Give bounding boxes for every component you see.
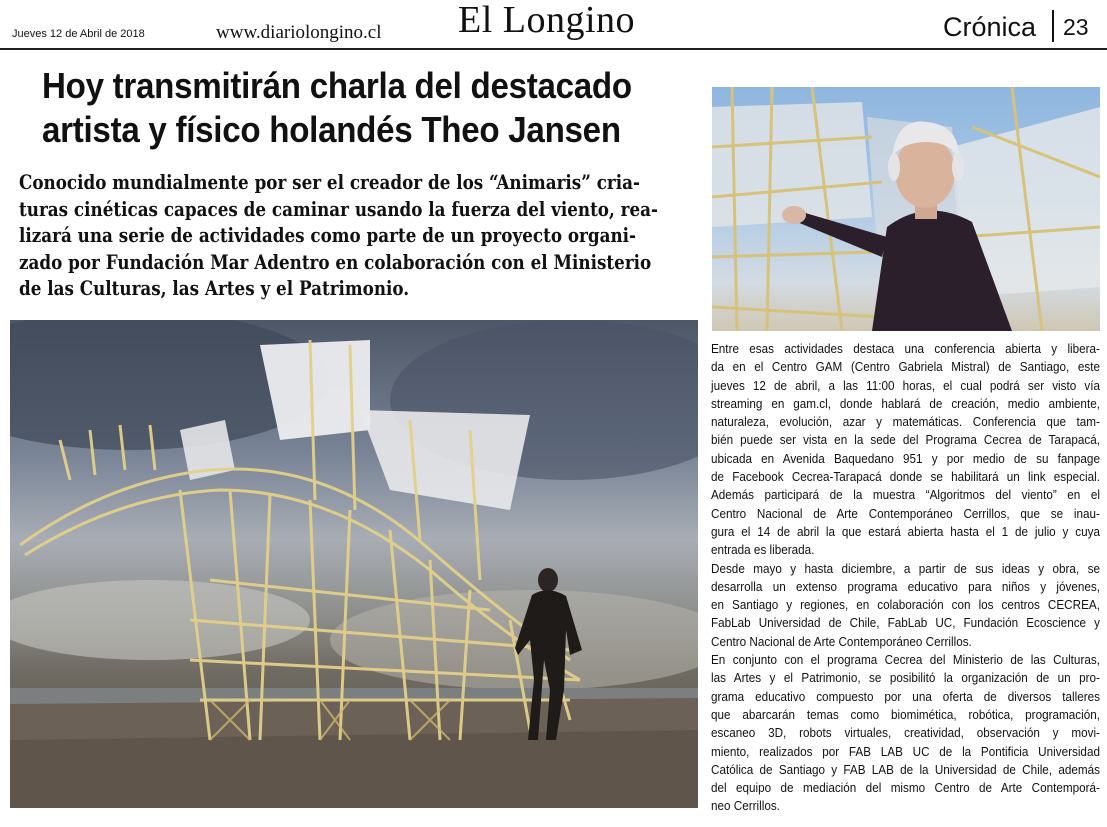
body-line: Además participará de la muestra “Algoritmos del viento” en el (711, 487, 1100, 503)
body-line: Entre esas actividades destaca una conferencia abierta y libera- (711, 341, 1100, 356)
body-line: Centro Nacional de Arte Contemporáneo Cerrillos. (711, 633, 972, 649)
page-number: 23 (1063, 14, 1089, 40)
body-line: del equipo de mediación del mismo Centro de Arte Contemporá- (711, 780, 1100, 796)
article-body (711, 340, 1100, 816)
newspaper-title: El Longino (458, 0, 636, 41)
lead-line: turas cinéticas capaces de caminar usando la fuerza del viento, rea- (19, 197, 659, 221)
article-headline (42, 64, 658, 152)
issue-date: Jueves 12 de Abril de 2018 (12, 28, 145, 40)
header-rule (0, 48, 1107, 50)
body-line: naturaleza, evolución, azar y matemáticas. Conferencia que tam- (711, 414, 1100, 430)
section-name: Crónica (943, 12, 1037, 42)
body-line: Desde mayo y hasta diciembre, a partir de sus ideas y obra, se (711, 560, 1100, 576)
body-line: miento, realizados por FAB LAB UC de la Pontificia Universidad (711, 743, 1100, 759)
website-link[interactable]: www.diariolongino.cl (216, 22, 382, 43)
headline-line: artista y físico holandés Theo Jansen (42, 109, 621, 150)
portrait-illustration (712, 87, 1100, 331)
lead-line: de las Culturas, las Artes y el Patrimonio. (19, 277, 410, 300)
lead-line: zado por Fundación Mar Adentro en colaboración con el Ministerio (19, 250, 652, 274)
body-line: ubicada en Avenida Baquedano 951 y por medio de su fanpage (711, 450, 1100, 466)
body-line: Centro Nacional de Arte Contemporáneo Cerrillos, que se inau- (711, 505, 1100, 521)
body-line: entrada es liberada. (711, 542, 815, 558)
lead-line: lizará una serie de actividades como parte de un proyecto organi- (19, 224, 636, 247)
body-line: FabLab Universidad de Chile, FabLab UC, Fundación Ecoscience y (711, 615, 1100, 631)
body-line: neo Cerrillos. (711, 798, 780, 814)
body-line: da en el Centro GAM (Centro Gabriela Mistral) de Santiago, este (711, 359, 1100, 375)
body-line: en Santiago y regiones, en colaboración con los centros CECREA, (711, 597, 1100, 613)
body-line: las Artes y el Patrimonio, se posibilitó la organización de un pro- (711, 670, 1100, 686)
page-header (0, 0, 1107, 50)
article-lead (19, 170, 659, 303)
headline-line: Hoy transmitirán charla del destacado (42, 65, 632, 106)
body-line: gura el 14 de abril la que estará abierta hasta el 1 de julio y cuya (711, 523, 1100, 539)
body-line: que abarcarán temas como biomimética, robótica, programación, (711, 706, 1100, 722)
theo-jansen-portrait-photo (712, 87, 1100, 331)
body-line: bién puede ser vista en la sede del Programa Cecrea de Tarapacá, (711, 432, 1100, 448)
lead-line: Conocido mundialmente por ser el creador de los “Animaris” cria- (19, 171, 640, 194)
body-line: streaming en gam.cl, donde hablará de creación, medio ambiente, (711, 395, 1100, 411)
body-line: desarrolla un extenso programa educativo para niños y jóvenes, (711, 578, 1100, 594)
strandbeest-illustration (10, 320, 698, 808)
body-line: grama educativo compuesto por una oferta de diversos talleres (711, 688, 1100, 704)
body-line: En conjunto con el programa Cecrea del Ministerio de las Culturas, (711, 652, 1100, 668)
body-line: Católica de Santiago y FAB LAB de la Universidad de Chile, además (711, 761, 1100, 777)
strandbeest-on-beach-photo (10, 320, 698, 808)
header-separator (1052, 10, 1054, 42)
body-line: escaneo 3D, robots virtuales, creatividad, observación y movi- (711, 725, 1100, 741)
body-line: de Facebook Cecrea-Tarapacá donde se habilitará un link especial. (711, 469, 1100, 485)
body-line: jueves 12 de abril, a las 11:00 horas, el cual podrá ser visto vía (711, 377, 1100, 393)
